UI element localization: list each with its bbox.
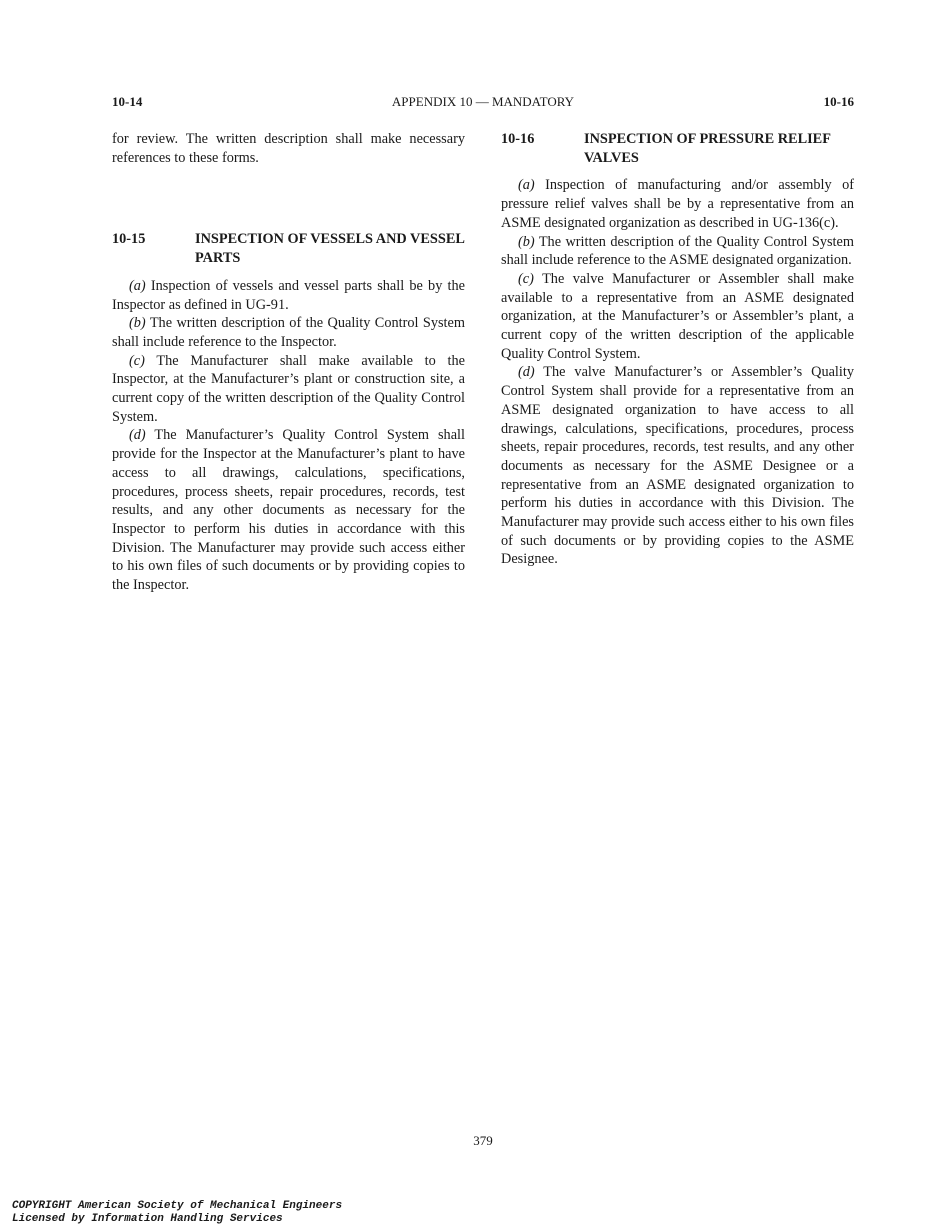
- header-appendix-title: APPENDIX 10 — MANDATORY: [391, 94, 575, 109]
- paragraph-text: The valve Manufacturer or Assembler shall make available to a representative from an ASME designated organization, at the Manufacturer’s or Assembler’s plant, a current copy of the written description of the applicable Quality Control System.: [501, 270, 854, 362]
- left-column: [112, 130, 465, 595]
- header-right-section-ref: 10-16: [823, 94, 854, 109]
- license-line: Licensed by Information Handling Services: [12, 1212, 283, 1225]
- paragraph-c: [501, 270, 854, 364]
- paragraph-text: The written description of the Quality Control System shall include reference to the Inspector.: [112, 315, 465, 350]
- right-column: [501, 130, 854, 569]
- paragraph-b: [112, 314, 465, 351]
- section-title: INSPECTION OF VESSELS AND VESSEL PARTS: [195, 231, 465, 267]
- paragraph-c: [112, 352, 465, 427]
- section-heading-10-16: [501, 130, 854, 167]
- section-number: 10-15: [112, 231, 146, 248]
- paragraph-text: The valve Manufacturer’s or Assembler’s Quality Control System shall provide for a representative from an ASME designated organization to have access to all drawings, calculations, specifications, procedures, process sheets, repair procedures, records, test results, and any other documents as necessary for the ASME Designee or a representative from an ASME designated organization to perform his duties in accordance with this Division. The Manufacturer may provide such access either to his own files of such documents or by providing copies to the ASME Designee.: [501, 364, 854, 568]
- paragraph-label: (d): [129, 427, 146, 444]
- paragraph-d: [112, 426, 465, 594]
- paragraph-text: Inspection of manufacturing and/or assembly of pressure relief valves shall be by a representative from an ASME designated organization as described in UG-136(c).: [501, 177, 854, 231]
- copyright-line: COPYRIGHT American Society of Mechanical Engineers: [12, 1200, 343, 1212]
- paragraph-a: [501, 176, 854, 232]
- running-header: [112, 94, 854, 112]
- paragraph-text: Inspection of vessels and vessel parts shall be by the Inspector as defined in UG-91.: [112, 277, 465, 313]
- paragraph-text: The Manufacturer shall make available to the Inspector, at the Manufacturer’s plant or construction site, a current copy of the written description of the Quality Control System.: [112, 352, 465, 425]
- section-title: INSPECTION OF PRESSURE RELIEF VALVES: [584, 131, 831, 166]
- continuation-paragraph: for review. The written description shall make necessary references to these forms.: [112, 131, 465, 166]
- section-number: 10-16: [501, 131, 535, 147]
- copyright-notice: [12, 1200, 342, 1225]
- page-number: 379: [473, 1133, 493, 1148]
- paragraph-a: [112, 277, 465, 314]
- section-heading-10-15: [112, 230, 465, 267]
- paragraph-b: [501, 233, 854, 270]
- paragraph-text: The written description of the Quality Control System shall include reference to the ASME designated organization.: [501, 233, 854, 269]
- header-left-section-ref: 10-14: [112, 94, 143, 109]
- paragraph-label: (b): [518, 233, 535, 250]
- paragraph-label: (a): [129, 277, 146, 294]
- paragraph-text: The Manufacturer’s Quality Control System shall provide for the Inspector at the Manufacturer’s plant to have access to all drawings, calculations, specifications, procedures, process sheets, repair procedures, records, test results, and any other documents as necessary for the Inspector to perform his duties in accordance with this Division. The Manufacturer may provide such access either to his own files of such documents or by providing copies to the Inspector.: [112, 427, 465, 594]
- paragraph-label: (c): [129, 352, 145, 369]
- paragraph-d: [501, 363, 854, 569]
- paragraph-label: (c): [518, 270, 534, 287]
- paragraph-label: (a): [518, 177, 535, 194]
- paragraph-label: (b): [129, 315, 146, 332]
- paragraph-label: (d): [518, 364, 535, 381]
